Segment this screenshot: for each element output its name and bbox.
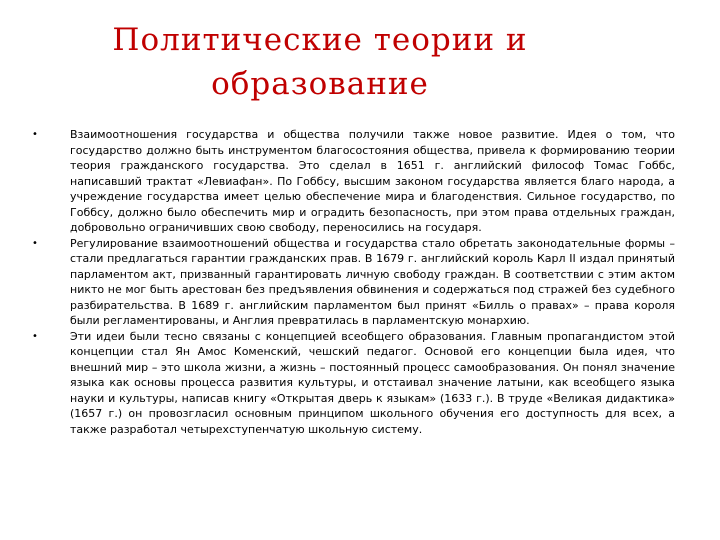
bullet-dot-icon: • bbox=[32, 129, 38, 140]
bullet-dot-icon: • bbox=[32, 237, 38, 249]
bullet-text: Взаимоотношения государства и общества получили также новое развитие. Идея о том, что государство должно быть инструментом благосостояния общества, привела к формированию теории теория гражданского государства. Это сделал в 1651 г. английский философ Томас Гоббс, написавший трактат «Левиафан». По Гоббсу, высшим законом государства является благо народа, а учреждение государства имеет целью обеспечение мира и благоденствия. Сильное государство, по Гоббсу, должно было обеспечить мир и оградить безопасность, при этом права отдельных граждан, добровольно ограничивших свою свободу, переносились на государя. bbox=[70, 128, 675, 234]
bullet-item bbox=[30, 127, 675, 236]
bullet-item bbox=[30, 236, 675, 329]
bullet-dot-icon: • bbox=[32, 330, 38, 342]
bullet-text: Регулирование взаимоотношений общества и государства стало обретать законодательные формы – стали предлагаться гарантии гражданских прав. В 1679 г. английский король Карл II издал принятый парламентом акт, призванный гарантировать личную свободу граждан. В соответствии с этим актом никто не мог быть арестован без предъявления обвинения и содержаться под стражей без судебного разбирательства. В 1689 г. английским парламентом был принят «Билль о правах» – права короля были регламентированы, и Англия превратилась в парламентскую монархию. bbox=[70, 236, 675, 327]
slide-title: Политические теории и образование bbox=[112, 22, 528, 102]
bullet-item bbox=[30, 329, 675, 438]
bullet-text: Эти идеи были тесно связаны с концепцией всеобщего образования. Главным пропагандистом этой концепции стал Ян Амос Коменский, чешский педагог. Основой его концепции была идея, что внешний мир – это школа жизни, а жизнь – постоянный процесс самообразования. Он понял значение языка как основы процесса развития культуры, и отстаивал значение латыни, как всеобщего языка науки и культуры, написав книгу «Открытая дверь к языкам» (1633 г.). В труде «Великая дидактика» (1657 г.) он провозгласил основным принципом школьного обучения его доступность для всех, а также разработал четырехступенчатую школьную систему. bbox=[70, 329, 675, 436]
bullet-list bbox=[30, 127, 675, 437]
